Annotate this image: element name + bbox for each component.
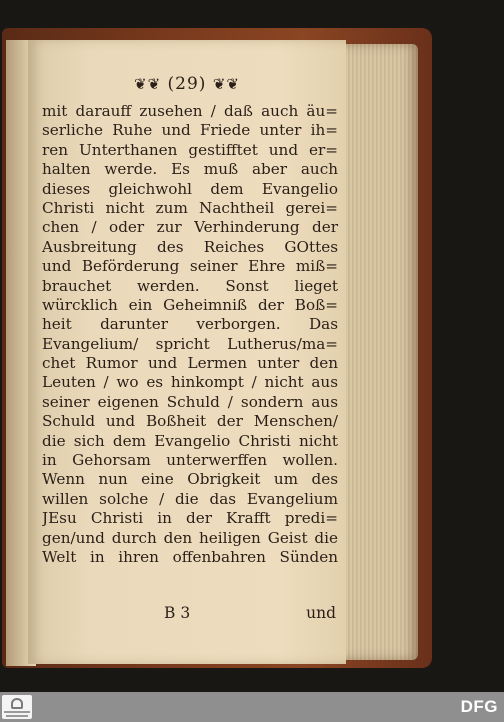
- text-line: chen / oder zur Verhinderung der: [42, 218, 338, 237]
- viewer-footer-bar: [0, 692, 504, 722]
- text-line: ren Unterthanen gestifftet und er=: [42, 140, 338, 159]
- catchword: und: [306, 604, 336, 622]
- ornament-left-icon: ❦❦: [134, 75, 162, 93]
- text-line: Welt in ihren offenbahren Sünden: [42, 547, 338, 566]
- text-line: Ausbreitung des Reiches GOttes: [42, 237, 338, 256]
- page-edges: [342, 44, 418, 660]
- ornament-right-icon: ❦❦: [212, 75, 240, 93]
- text-line: würcklich ein Geheimniß der Boß=: [42, 295, 338, 314]
- text-line: in Gehorsam unterwerffen wollen.: [42, 451, 338, 470]
- page-number: (29): [167, 74, 207, 94]
- text-block: [42, 102, 338, 567]
- text-line: seiner eigenen Schuld / sondern aus: [42, 392, 338, 411]
- text-line: die sich dem Evangelio Christi nicht: [42, 431, 338, 450]
- text-line: Evangelium/ spricht Lutherus/ma=: [42, 334, 338, 353]
- text-line: mit darauff zusehen / daß auch äu=: [42, 102, 338, 120]
- text-line: JEsu Christi in der Krafft predi=: [42, 509, 338, 528]
- text-line: Schuld und Boßheit der Menschen/: [42, 412, 338, 431]
- text-line: dieses gleichwohl dem Evangelio: [42, 179, 338, 198]
- signature-mark: B 3: [164, 604, 191, 622]
- text-line: brauchet werden. Sonst lieget: [42, 276, 338, 295]
- text-line: serliche Ruhe und Friede unter ih=: [42, 121, 338, 140]
- page-footer: [46, 604, 338, 624]
- text-line: willen solche / die das Evangelium: [42, 489, 338, 508]
- text-line: Wenn nun eine Obrigkeit um des: [42, 470, 338, 489]
- text-line: halten werde. Es muß aber auch: [42, 160, 338, 179]
- text-line: und Beförderung seiner Ehre miß=: [42, 257, 338, 276]
- page-header: [28, 74, 346, 94]
- dfg-logo[interactable]: DFG: [460, 697, 498, 716]
- text-line: chet Rumor und Lermen unter den: [42, 354, 338, 373]
- text-line: Christi nicht zum Nachtheil gerei=: [42, 198, 338, 217]
- library-logo-icon[interactable]: [2, 695, 32, 719]
- text-line: Leuten / wo es hinkompt / nicht aus: [42, 373, 338, 392]
- text-line: gen/und durch den heiligen Geist die: [42, 528, 338, 547]
- text-line: heit darunter verborgen. Das: [42, 315, 338, 334]
- book-page: [28, 40, 346, 664]
